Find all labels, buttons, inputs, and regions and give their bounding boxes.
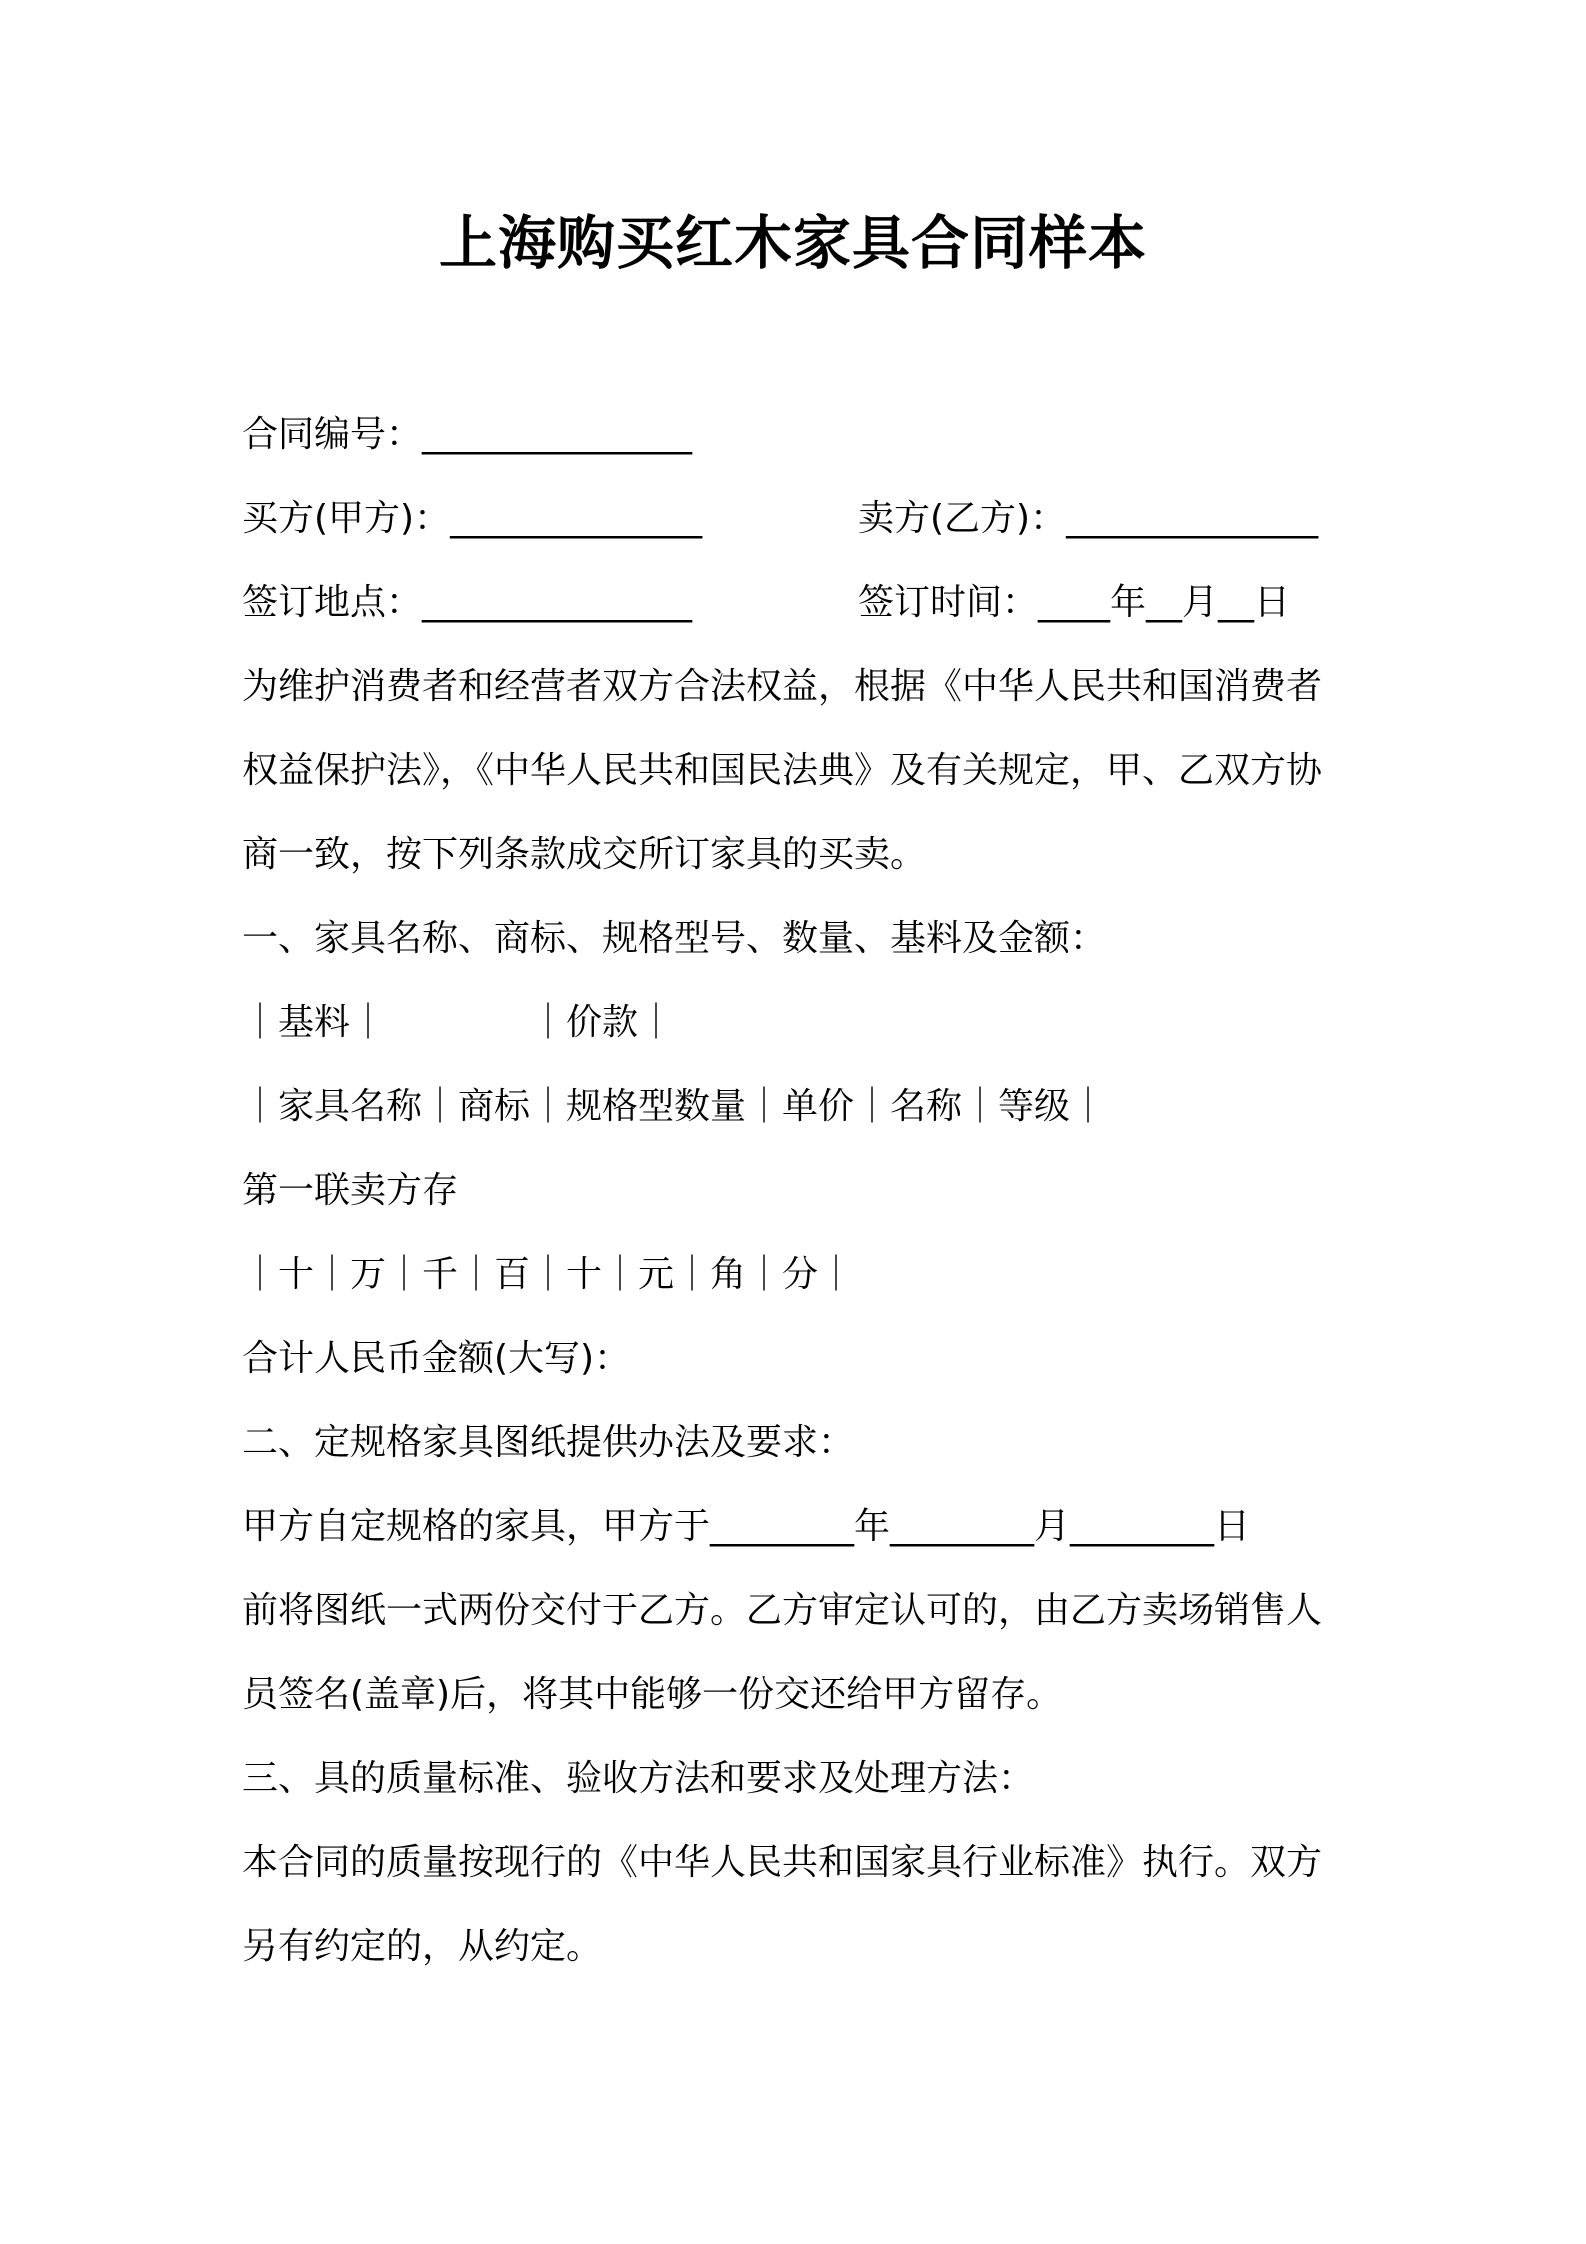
copy-note: 第一联卖方存	[242, 1170, 459, 1211]
section-2-heading: 二、定规格家具图纸提供办法及要求：	[242, 1422, 855, 1463]
section-3-heading: 三、具的质量标准、验收方法和要求及处理方法：	[242, 1758, 1035, 1799]
section-3-text: 本合同的质量按现行的《中华人民共和国家具行业标准》执行。双方	[242, 1842, 1323, 1883]
section-2-text: 前将图纸一式两份交付于乙方。乙方审定认可的，由乙方卖场销售人	[242, 1590, 1323, 1631]
total-rmb: 合计人民币金额(大写)：	[242, 1338, 631, 1379]
section-3-text: 另有约定的，从约定。	[242, 1926, 603, 1967]
sign-place: 签订地点：_______________	[242, 582, 693, 623]
document-title: 上海购买红木家具合同样本	[438, 209, 1147, 277]
sign-time: 签订时间：____年__月__日	[858, 582, 1291, 623]
intro-line: 商一致，按下列条款成交所订家具的买卖。	[242, 834, 927, 875]
table-columns-row: ｜家具名称｜商标｜规格型数量｜单价｜名称｜等级｜	[242, 1086, 1107, 1127]
contract-number: 合同编号：_______________	[242, 414, 693, 455]
buyer-party: 买方(甲方)：______________	[242, 498, 703, 539]
section-1-heading: 一、家具名称、商标、规格型号、数量、基料及金额：	[242, 918, 1107, 959]
intro-line: 权益保护法》，《中华人民共和国民法典》及有关规定，甲、乙双方协	[242, 750, 1323, 791]
amount-units-row: ｜十｜万｜千｜百｜十｜元｜角｜分｜	[242, 1254, 855, 1295]
table-header-row: ｜基料｜ ｜价款｜	[242, 1002, 675, 1043]
section-2-text: 甲方自定规格的家具，甲方于________年________月________日	[242, 1506, 1251, 1547]
section-2-text: 员签名(盖章)后，将其中能够一份交还给甲方留存。	[242, 1674, 1063, 1715]
intro-line: 为维护消费者和经营者双方合法权益，根据《中华人民共和国消费者	[242, 666, 1323, 707]
seller-party: 卖方(乙方)：______________	[858, 498, 1319, 539]
